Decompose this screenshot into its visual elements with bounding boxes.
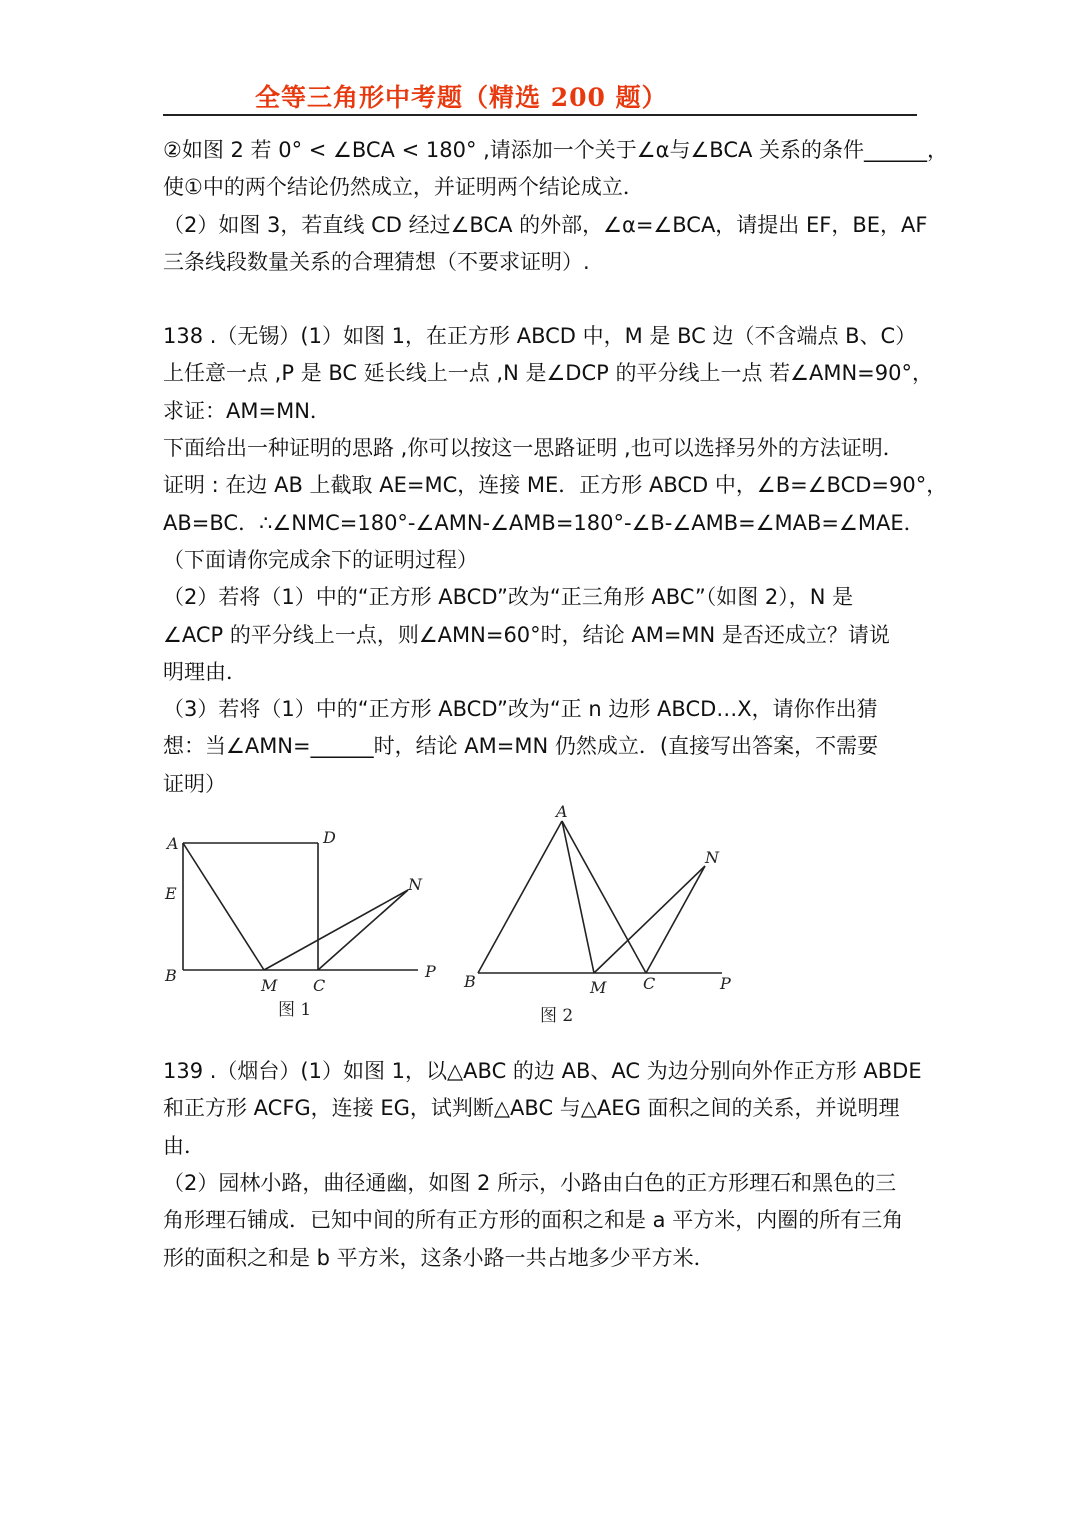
question-138-line: 上任意一点 ,P 是 BC 延长线上一点 ,N 是∠DCP 的平分线上一点 若∠AMN=90°，: [163, 361, 933, 386]
fig1-label-e: E: [165, 884, 177, 904]
question-138-line: 证明 : 在边 AB 上截取 AE=MC，连接 ME．正方形 ABCD 中，∠B=∠BCD=90°，: [163, 473, 948, 498]
fig2-label-n: N: [704, 848, 719, 868]
fig1-label-p: P: [425, 962, 436, 982]
question-138-line: 下面给出一种证明的思路 ,你可以按这一思路证明 ,也可以选择另外的方法证明．: [163, 436, 904, 461]
question-138-line: （3）若将（1）中的“正方形 ABCD”改为“正 n 边形 ABCD…X，请你作出猜: [163, 697, 878, 722]
question-138-line: 求证：AM=MN．: [163, 398, 331, 423]
question-139-line: 和正方形 ACFG，连接 EG，试判断△ABC 与△AEG 面积之间的关系，并说明理: [163, 1096, 900, 1121]
question-139-line: 形的面积之和是 b 平方米，这条小路一共占地多少平方米．: [163, 1245, 715, 1270]
fig1-label-m: M: [261, 976, 278, 996]
text-line: 三条线段数量关系的合理猜想（不要求证明）.: [163, 249, 590, 274]
fig1-label-b: B: [165, 966, 177, 986]
fig2-label-c: C: [642, 974, 655, 994]
figures-row: [163, 803, 923, 1053]
question-138-line: 证明）: [163, 771, 226, 796]
fig2-label-b: B: [463, 972, 476, 992]
fig2-side-ab: [478, 821, 562, 973]
fig2-segment-mn: [594, 866, 705, 973]
question-139-line: （2）园林小路，曲径通幽，如图 2 所示，小路由白色的正方形理石和黑色的三: [163, 1170, 897, 1195]
question-139-line: 角形理石铺成．已知中间的所有正方形的面积之和是 a 平方米，内圈的所有三角: [163, 1208, 904, 1233]
fig1-label-n: N: [408, 875, 422, 895]
fig1-label-c: C: [313, 976, 326, 996]
fig2-segment-am: [562, 821, 594, 973]
fig2-side-ac: [562, 821, 646, 973]
fig1-segment-am: [183, 843, 264, 970]
page-title: 全等三角形中考题（精选 200 题）: [255, 83, 668, 112]
fig2-label-a: A: [555, 803, 568, 822]
question-138-line: （下面请你完成余下的证明过程）: [163, 547, 478, 572]
figure-1-square: [163, 803, 453, 1033]
question-138-line: （2）若将（1）中的“正方形 ABCD”改为“正三角形 ABC”（如图 2），N 是: [163, 585, 854, 610]
fig2-caption: 图 2: [539, 1006, 573, 1027]
question-138-line: 想：当∠AMN=______时，结论 AM=MN 仍然成立．(直接写出答案，不需要: [163, 734, 879, 759]
fig1-segment-cn: [318, 890, 408, 970]
fig1-label-d: D: [323, 828, 336, 848]
fig1-label-a: A: [167, 834, 179, 854]
fig2-label-p: P: [719, 974, 731, 994]
figure-2-triangle: [460, 803, 750, 1033]
fig1-caption: 图 1: [278, 1000, 312, 1021]
text-line: 使①中的两个结论仍然成立，并证明两个结论成立．: [163, 175, 644, 200]
fig2-segment-cn: [646, 866, 705, 973]
fig2-label-m: M: [589, 978, 607, 998]
spacer: [163, 281, 923, 318]
question-138-line: 明理由．: [163, 659, 247, 684]
document-body: [163, 132, 949, 1277]
question-138-line: AB=BC．∴∠NMC=180°-∠AMN-∠AMB=180°-∠B-∠AMB=∠MAB=∠MAE．: [163, 510, 925, 535]
page-header: [163, 74, 917, 116]
question-138-line: 138 .（无锡）(1）如图 1，在正方形 ABCD 中，M 是 BC 边（不含端点 B、C）: [163, 324, 917, 349]
question-139-line: 139 .（烟台）(1）如图 1，以△ABC 的边 AB、AC 为边分别向外作正方形 ABDE: [163, 1059, 922, 1084]
text-line: ②如图 2 若 0° < ∠BCA < 180° ,请添加一个关于∠α与∠BCA 关系的条件______，: [163, 138, 949, 162]
fig1-segment-mn: [264, 890, 408, 970]
question-139-line: 由．: [163, 1133, 205, 1158]
question-138-line: ∠ACP 的平分线上一点，则∠AMN=60°时，结论 AM=MN 是否还成立？请说: [163, 622, 890, 647]
text-line: （2）如图 3，若直线 CD 经过∠BCA 的外部，∠α=∠BCA，请提出 EF，BE，AF: [163, 212, 928, 237]
